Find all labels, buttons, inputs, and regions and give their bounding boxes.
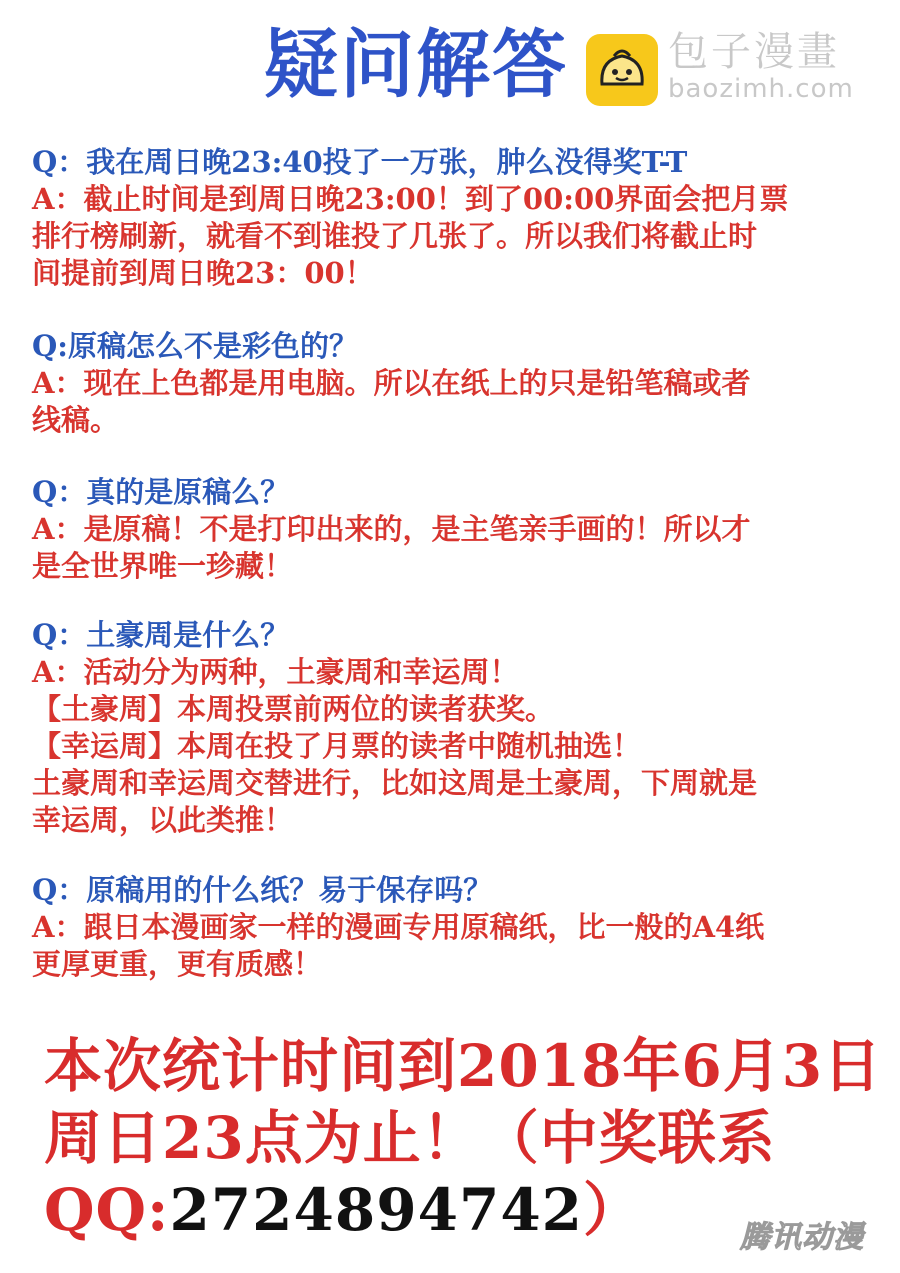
answer-text: A：截止时间是到周日晚23:00！到了00:00界面会把月票 <box>32 182 789 216</box>
answer-text: A：跟日本漫画家一样的漫画专用原稿纸，比一般的A4纸 <box>32 910 765 944</box>
page-title: 疑问解答 <box>264 22 568 108</box>
question-text: Q：我在周日晚23:40投了一万张，肿么没得奖T-T <box>32 145 688 179</box>
faq-item-3 <box>32 474 872 585</box>
answer-text: A：是原稿！不是打印出来的，是主笔亲手画的！所以才 <box>32 512 751 546</box>
answer-text: 间提前到周日晚23：00！ <box>32 256 374 290</box>
faq-item-4 <box>32 617 872 839</box>
qq-close: ） <box>583 1176 643 1244</box>
bun-face-icon <box>586 34 658 106</box>
logo-name: 包子漫畫 <box>668 29 840 75</box>
answer-text: A：现在上色都是用电脑。所以在纸上的只是铅笔稿或者 <box>32 366 751 400</box>
answer-text: 土豪周和幸运周交替进行，比如这周是土豪周，下周就是 <box>32 766 758 800</box>
question-text: Q：原稿用的什么纸？易于保存吗？ <box>32 873 493 907</box>
notice-line-1: 本次统计时间到2018年6月3日 <box>44 1032 883 1100</box>
answer-text: 幸运周，以此类推！ <box>32 803 294 837</box>
faq-item-5 <box>32 872 872 983</box>
answer-text: 是全世界唯一珍藏！ <box>32 549 294 583</box>
question-text: Q：真的是原稿么？ <box>32 475 290 509</box>
faq-item-1 <box>32 144 872 292</box>
tencent-watermark: 腾讯动漫 <box>740 1220 864 1255</box>
answer-text: 更厚更重，更有质感！ <box>32 947 323 981</box>
answer-text: 【幸运周】本周在投了月票的读者中随机抽选！ <box>32 729 642 763</box>
question-text: Q:原稿怎么不是彩色的？ <box>32 329 358 363</box>
answer-text: 线稿。 <box>32 403 120 437</box>
answer-text: 【土豪周】本周投票前两位的读者获奖。 <box>32 692 555 726</box>
answer-text: 排行榜刷新，就看不到谁投了几张了。所以我们将截止时 <box>32 219 758 253</box>
notice-line-2: 周日23点为止！（中奖联系 <box>44 1104 776 1172</box>
question-text: Q：土豪周是什么？ <box>32 618 290 652</box>
answer-text: A：活动分为两种，土豪周和幸运周！ <box>32 655 519 689</box>
faq-item-2 <box>32 328 872 439</box>
logo-url: baozimh.com <box>668 74 854 104</box>
site-logo <box>668 30 854 105</box>
qq-label: QQ: <box>44 1176 170 1244</box>
qq-number: 2724894742 <box>169 1176 584 1244</box>
